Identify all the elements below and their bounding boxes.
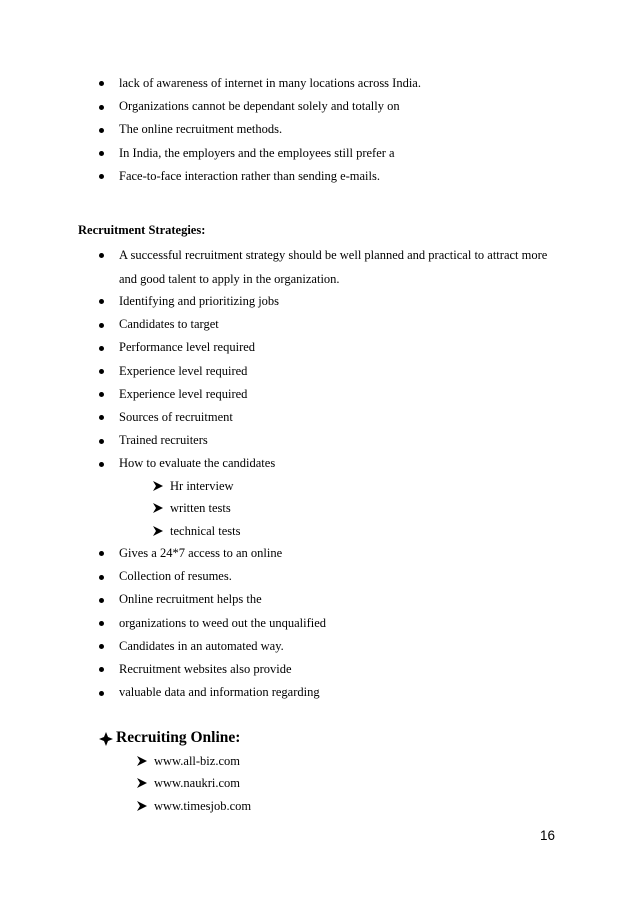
list-item: Identifying and prioritizing jobs [99, 290, 279, 313]
bullet-dot-icon [99, 551, 104, 556]
bullet-list-strategy-intro [99, 243, 569, 291]
bullet-dot-icon [99, 253, 104, 258]
list-item: organizations to weed out the unqualified [99, 612, 326, 635]
bullet-dot-icon [99, 151, 104, 156]
bullet-dot-icon [99, 415, 104, 420]
list-item: valuable data and information regarding [99, 681, 326, 704]
diamond-bullet-icon [99, 732, 113, 746]
arrow-bullet-icon [152, 480, 164, 492]
bullet-dot-icon [99, 621, 104, 626]
website-list [136, 750, 251, 817]
list-item: Performance level required [99, 336, 279, 359]
list-item: Organizations cannot be dependant solely and totally on [99, 95, 421, 118]
bullet-dot-icon [99, 346, 104, 351]
list-item: Experience level required [99, 360, 279, 383]
list-item: www.naukri.com [136, 772, 251, 794]
bullet-dot-icon [99, 462, 104, 467]
list-item: Collection of resumes. [99, 565, 326, 588]
list-item: technical tests [152, 520, 240, 542]
list-item: A successful recruitment strategy should be well planned and practical to attract more and good talent to apply in the organization. [99, 243, 569, 291]
bullet-dot-icon [99, 644, 104, 649]
section-heading-recruitment-strategies: Recruitment Strategies: [78, 223, 206, 237]
bullet-dot-icon [99, 691, 104, 696]
bullet-dot-icon [99, 575, 104, 580]
list-item: www.timesjob.com [136, 795, 251, 817]
bullet-dot-icon [99, 369, 104, 374]
list-item: written tests [152, 497, 240, 519]
section-heading-recruiting-online: Recruiting Online: [116, 729, 241, 746]
bullet-list-online-recruitment [99, 542, 326, 704]
bullet-dot-icon [99, 323, 104, 328]
bullet-list-intro [99, 72, 421, 188]
arrow-bullet-icon [152, 502, 164, 514]
bullet-dot-icon [99, 667, 104, 672]
list-item: How to evaluate the candidates [99, 452, 279, 475]
list-item: The online recruitment methods. [99, 118, 421, 141]
list-item: Online recruitment helps the [99, 588, 326, 611]
sub-list-evaluation-methods [152, 475, 240, 542]
list-item: Candidates in an automated way. [99, 635, 326, 658]
bullet-dot-icon [99, 439, 104, 444]
list-item: Recruitment websites also provide [99, 658, 326, 681]
list-item: Candidates to target [99, 313, 279, 336]
arrow-bullet-icon [136, 755, 148, 767]
list-item: Face-to-face interaction rather than sending e-mails. [99, 165, 421, 188]
bullet-dot-icon [99, 598, 104, 603]
bullet-dot-icon [99, 81, 104, 86]
list-item: Gives a 24*7 access to an online [99, 542, 326, 565]
bullet-dot-icon [99, 105, 104, 110]
list-item: Sources of recruitment [99, 406, 279, 429]
arrow-bullet-icon [136, 800, 148, 812]
list-item: Trained recruiters [99, 429, 279, 452]
bullet-dot-icon [99, 299, 104, 304]
list-item: Experience level required [99, 383, 279, 406]
bullet-list-strategies [99, 290, 279, 476]
bullet-dot-icon [99, 128, 104, 133]
bullet-dot-icon [99, 174, 104, 179]
list-item: Hr interview [152, 475, 240, 497]
list-item: In India, the employers and the employees still prefer a [99, 142, 421, 165]
list-item: lack of awareness of internet in many locations across India. [99, 72, 421, 95]
arrow-bullet-icon [152, 525, 164, 537]
bullet-dot-icon [99, 392, 104, 397]
page-number: 16 [540, 828, 556, 843]
list-item: www.all-biz.com [136, 750, 251, 772]
arrow-bullet-icon [136, 777, 148, 789]
